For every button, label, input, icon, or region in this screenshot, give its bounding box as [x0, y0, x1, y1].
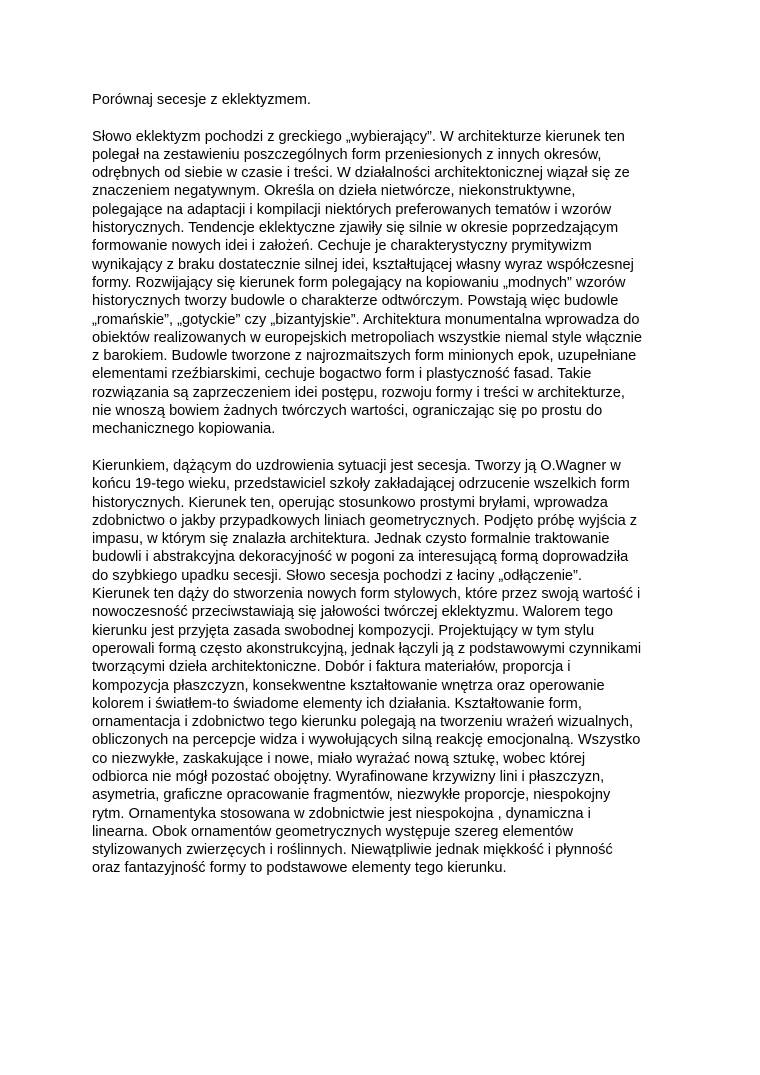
text-line: obliczonych na percepcje widza i wywołujących silną reakcję emocjonalną. Wszystko: [92, 732, 641, 749]
text-line: obiektów realizowanych w europejskich metropoliach wszystkie niemal style włącznie: [92, 329, 642, 346]
text-line: nie wnoszą bowiem żadnych twórczych wartości, ograniczając się po prostu do: [92, 403, 603, 420]
text-line: historycznych. Tendencje eklektyczne zjawiły się silnie w okresie poprzedzającym: [92, 220, 619, 237]
text-line: odrębnych od siebie w czasie i treści. W działalności architektonicznej wiązał się ze: [92, 165, 630, 182]
text-line: rozwiązania są zaprzeczeniem idei postępu, rozwoju formy i treści w architekturze,: [92, 384, 625, 401]
text-line: co niezwykłe, zaskakujące i nowe, miało wyrażać nową sztukę, wobec której: [92, 750, 586, 767]
text-line: rytm. Ornamentyka stosowana w zdobnictwie jest niespokojna , dynamiczna i: [92, 805, 591, 822]
text-line: elementami rzeźbiarskimi, cechuje bogactwo form i plastyczność fasad. Takie: [92, 366, 592, 383]
text-line: formy. Rozwijający się kierunek form polegający na kopiowaniu „modnych” wzorów: [92, 274, 626, 291]
text-line: budowli i abstrakcyjna dekoracyjność w pogoni za interesującą formą doprowadziła: [92, 549, 629, 566]
text-line: formowanie nowych idei i założeń. Cechuje je charakterystyczny prymitywizm: [92, 238, 592, 255]
document-title: Porównaj secesje z eklektyzmem.: [92, 92, 311, 108]
text-line: „romańskie”, „gotyckie” czy „bizantyjskie”. Architektura monumentalna wprowadza do: [92, 311, 640, 328]
text-line: do szybkiego upadku secesji. Słowo secesja pochodzi z łaciny „odłączenie”.: [92, 567, 582, 584]
text-line: zdobnictwo o jakby przypadkowych liniach geometrycznych. Podjęto próbę wyjścia z: [92, 512, 638, 529]
paragraph-spacer: [92, 439, 682, 457]
text-line: Kierunkiem, dążącym do uzdrowienia sytuacji jest secesja. Tworzy ją O.Wagner w: [92, 457, 621, 474]
text-line: polegał na zestawieniu poszczególnych form przeniesionych z innych okresów,: [92, 146, 602, 163]
text-line: historycznych. Kierunek ten, operując stosunkowo prostymi bryłami, wprowadza: [92, 494, 608, 511]
paragraph-spacer: [92, 109, 682, 127]
text-line: wynikający z braku dostatecznie silnej idei, kształtującej własny wyraz współczesnej: [92, 256, 634, 273]
paragraph-2: [92, 457, 682, 878]
text-line: asymetria, graficzne opracowanie fragmentów, niezwykłe proporcje, niespokojny: [92, 787, 611, 804]
text-line: Kierunek ten dąży do stworzenia nowych form stylowych, które przez swoją wartość i: [92, 586, 641, 603]
paragraphs-container: [92, 128, 682, 878]
text-line: operowali formą często akonstrukcyjną, jednak łączyli ją z podstawowymi czynnikami: [92, 640, 642, 657]
text-line: znaczeniem negatywnym. Określa on dzieła nietwórcze, niekonstruktywne,: [92, 183, 576, 200]
text-line: tworzącymi dzieła architektoniczne. Dobór i faktura materiałów, proporcja i: [92, 659, 571, 676]
text-line: Słowo eklektyzm pochodzi z greckiego „wybierający”. W architekturze kierunek ten: [92, 128, 625, 145]
text-line: nowoczesność przeciwstawiają się jałowości twórczej eklektyzmu. Walorem tego: [92, 604, 613, 621]
text-line: polegające na adaptacji i kompilacji niektórych preferowanych tematów i wzorów: [92, 201, 612, 218]
text-line: z barokiem. Budowle tworzone z najrozmaitszych form minionych epok, uzupełniane: [92, 348, 637, 365]
text-line: impasu, w którym się znalazła architektura. Jednak czysto formalnie traktowanie: [92, 531, 610, 548]
text-line: kolorem i światłem-to świadome elementy ich działania. Kształtowanie form,: [92, 695, 582, 712]
text-line: stylizowanych zwierzęcych i roślinnych. Niewątpliwie jednak miękkość i płynność: [92, 842, 613, 859]
text-line: linearna. Obok ornamentów geometrycznych występuje szereg elementów: [92, 823, 574, 840]
text-line: ornamentacja i zdobnictwo tego kierunku polegają na tworzeniu wrażeń wizualnych,: [92, 714, 634, 731]
text-line: mechanicznego kopiowania.: [92, 421, 276, 438]
text-line: kompozycja płaszczyzn, konsekwentne kształtowanie wnętrza oraz operowanie: [92, 677, 605, 694]
text-line: oraz fantazyjność formy to podstawowe elementy tego kierunku.: [92, 860, 507, 877]
document-body: [92, 91, 682, 878]
text-line: końcu 19-tego wieku, przedstawiciel szkoły zakładającej odrzucenie wszelkich form: [92, 476, 630, 493]
text-line: historycznych tworzy budowle o charakterze odtwórczym. Powstają więc budowle: [92, 293, 619, 310]
text-line: kierunku jest przyjęta zasada swobodnej kompozycji. Projektujący w tym stylu: [92, 622, 595, 639]
paragraph-1: [92, 128, 682, 439]
text-line: odbiorca nie mógł pozostać obojętny. Wyrafinowane krzywizny lini i płaszczyzn,: [92, 768, 605, 785]
